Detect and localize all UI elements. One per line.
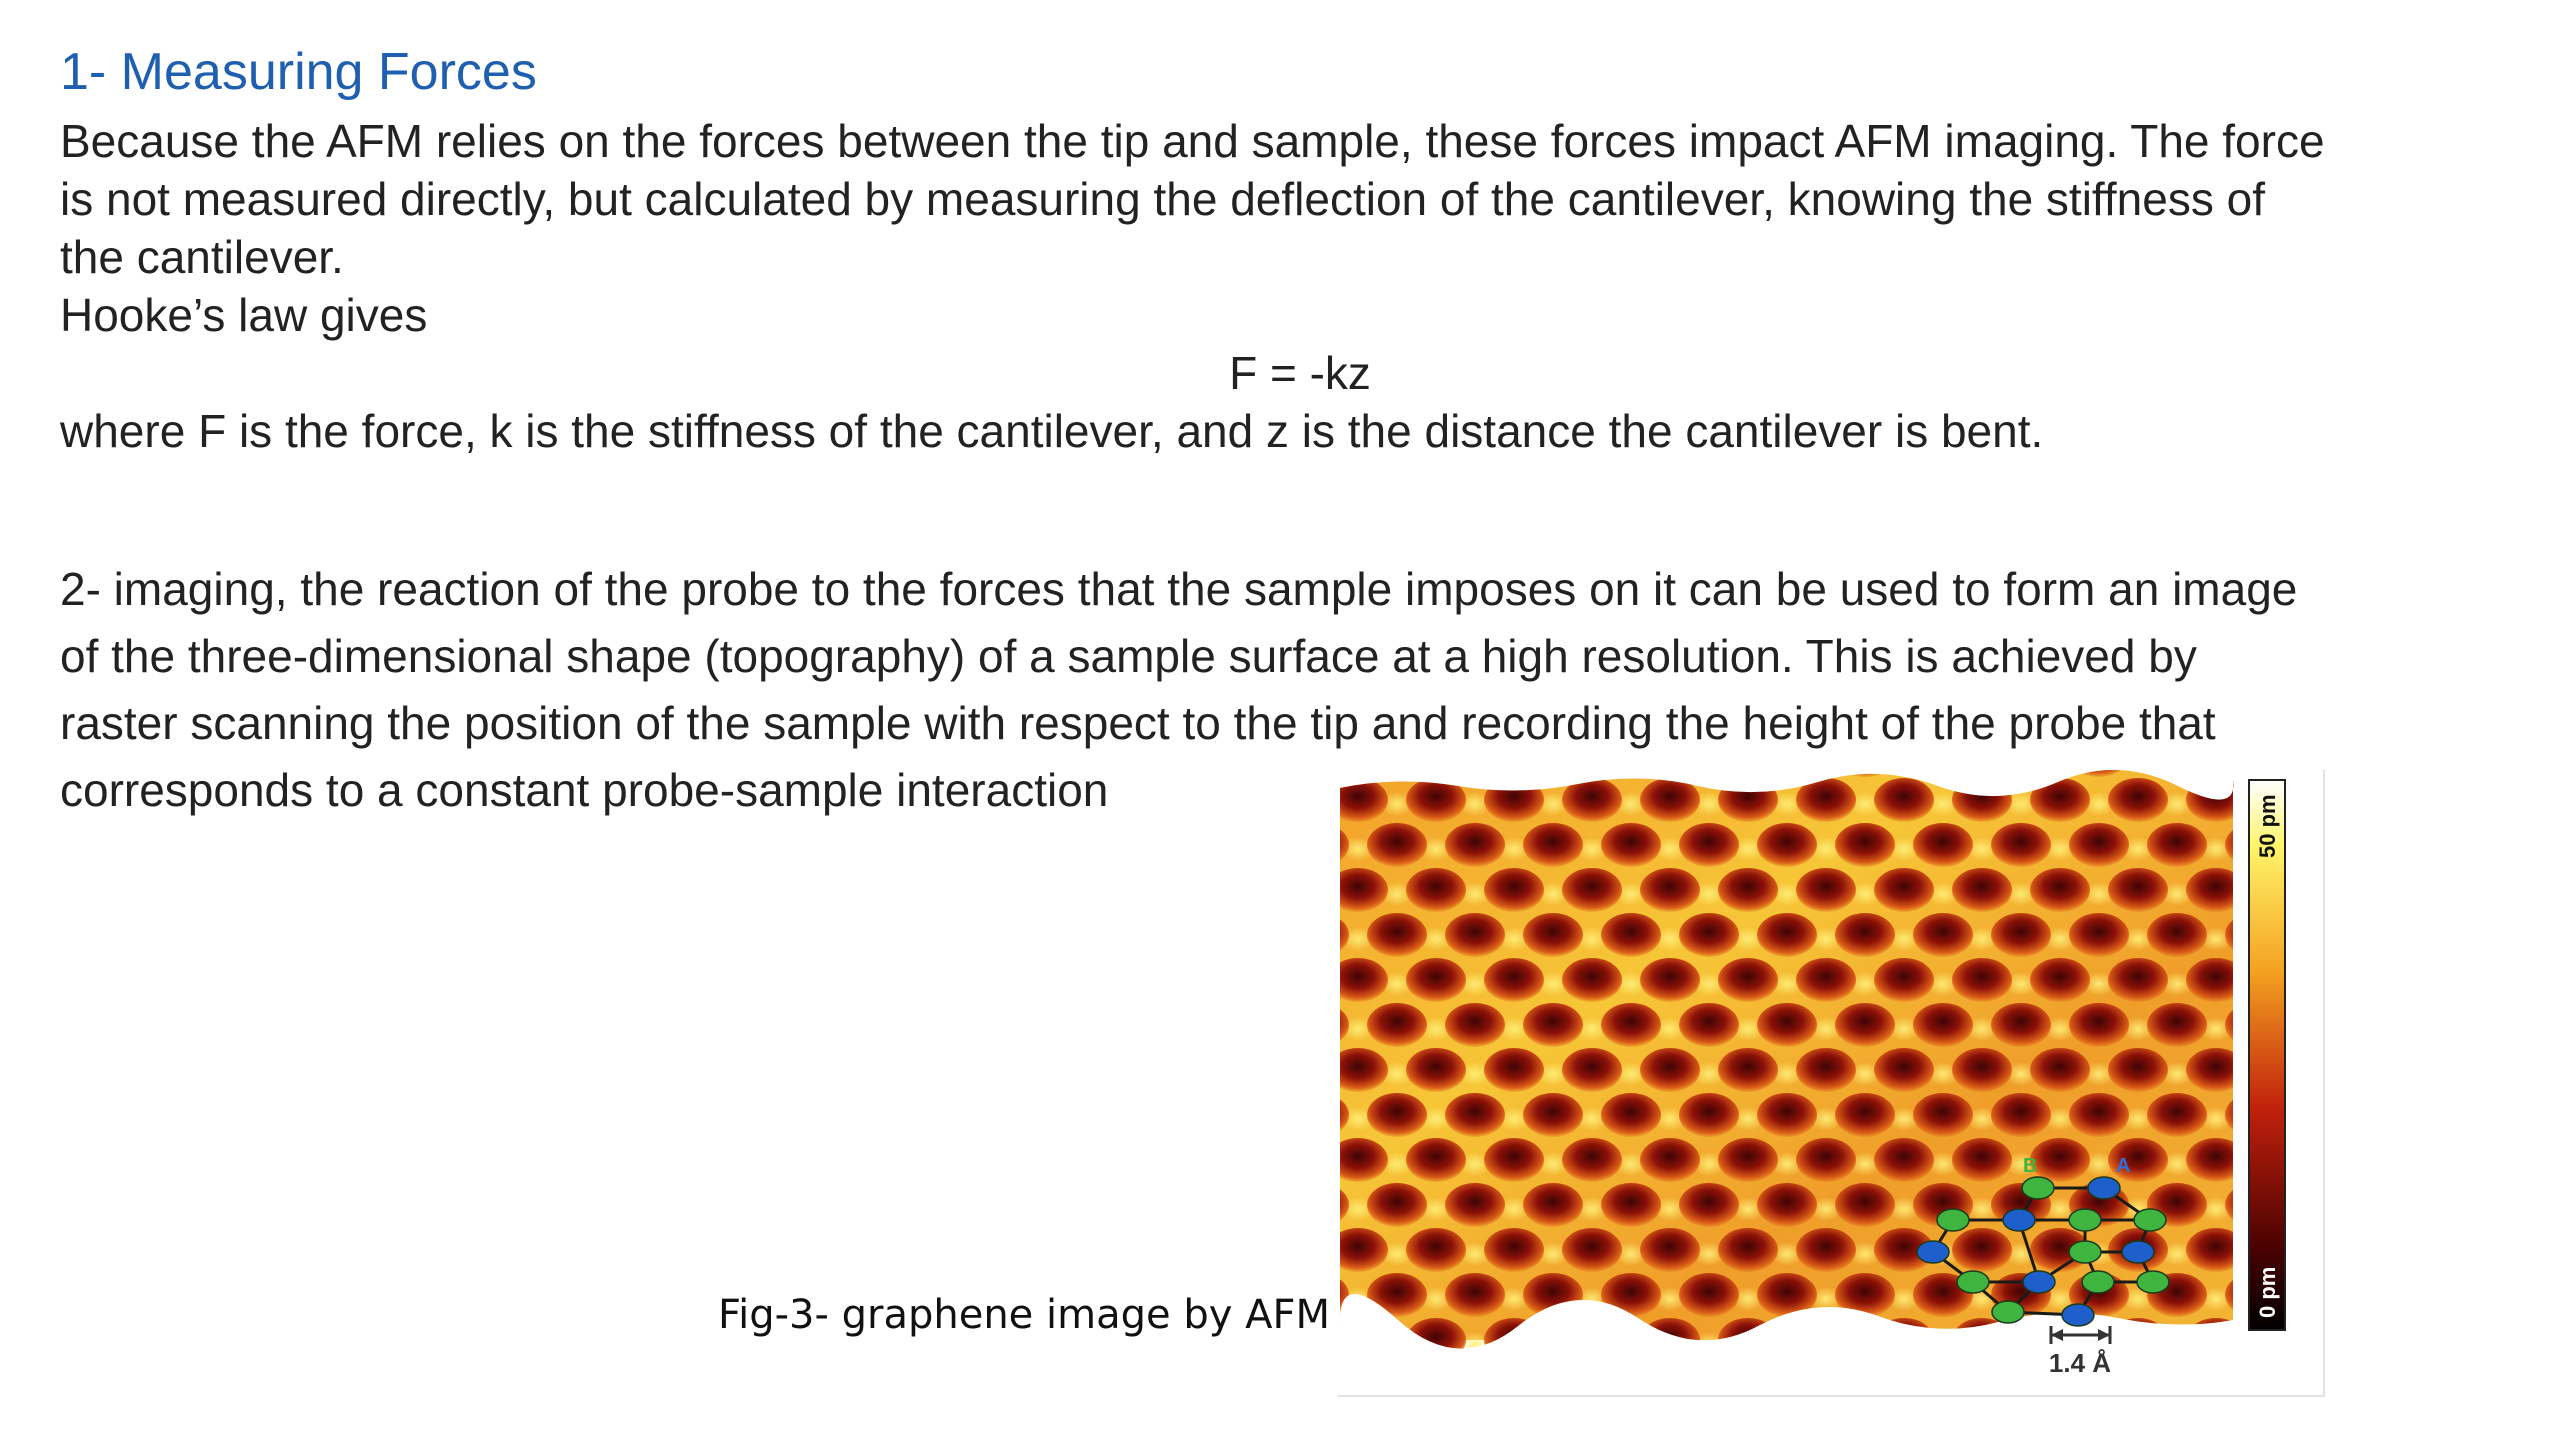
surface-pit	[1913, 1093, 1973, 1137]
surface-pit	[2186, 1138, 2246, 1182]
surface-pit	[1718, 1048, 1778, 1092]
surface-pit	[1484, 958, 1544, 1002]
surface-pit	[1640, 778, 1700, 822]
surface-pit	[2030, 868, 2090, 912]
surface-pit	[1445, 913, 1505, 957]
surface-pit	[1367, 1363, 1427, 1395]
surface-pit	[1640, 958, 1700, 1002]
lattice-atom	[2023, 1271, 2055, 1293]
surface-pit	[1913, 913, 1973, 957]
surface-pit	[1679, 1363, 1739, 1395]
surface-pit	[1679, 913, 1739, 957]
surface-bump	[2278, 770, 2310, 771]
surface-pit	[1445, 770, 1505, 777]
surface-pit	[2303, 1363, 2323, 1395]
surface-pit	[2225, 770, 2285, 777]
surface-pit	[1640, 1048, 1700, 1092]
surface-bump	[1498, 770, 1530, 771]
surface-pit	[1952, 1318, 2012, 1362]
surface-pit	[1367, 823, 1427, 867]
figure-caption: Fig-3- graphene image by AFM	[718, 1292, 1330, 1338]
surface-bump	[1927, 1332, 1959, 1356]
surface-pit	[1523, 1183, 1583, 1227]
surface-pit	[1835, 823, 1895, 867]
surface-pit	[1601, 770, 1661, 777]
surface-pit	[2147, 1363, 2207, 1395]
surface-bump	[2005, 1332, 2037, 1356]
surface-pit	[1679, 823, 1739, 867]
surface-bump	[2317, 1332, 2323, 1356]
surface-pit	[1601, 913, 1661, 957]
surface-pit	[1601, 1363, 1661, 1395]
surface-pit	[1718, 778, 1778, 822]
surface-pit	[1562, 1138, 1622, 1182]
lattice-atom	[2069, 1209, 2101, 1231]
surface-bump	[1576, 1377, 1608, 1395]
surface-pit	[1601, 1003, 1661, 1047]
surface-pit	[2303, 823, 2323, 867]
surface-bump	[1576, 770, 1608, 771]
surface-pit	[1601, 1183, 1661, 1227]
surface-pit	[1796, 1318, 1856, 1362]
surface-bump	[1537, 1332, 1569, 1356]
surface-pit	[2069, 1093, 2129, 1137]
surface-pit	[2069, 823, 2129, 867]
surface-pit	[1796, 1228, 1856, 1272]
body-line: where F is the force, k is the stiffness of the cantilever, and z is the distance the cantilever is bent.	[60, 405, 2044, 457]
surface-pit	[1679, 1003, 1739, 1047]
surface-pit	[1874, 868, 1934, 912]
surface-pit	[1484, 1048, 1544, 1092]
surface-pit	[2303, 770, 2323, 777]
surface-pit	[1913, 770, 1973, 777]
surface-pit	[1523, 823, 1583, 867]
surface-pit	[1757, 1003, 1817, 1047]
surface-pit	[1406, 1048, 1466, 1092]
surface-pit	[1952, 1138, 2012, 1182]
surface-pit	[1952, 1048, 2012, 1092]
surface-pit	[1757, 913, 1817, 957]
surface-pit	[1679, 1183, 1739, 1227]
body-line: the cantilever.	[60, 231, 344, 283]
surface-pit	[1991, 913, 2051, 957]
surface-pit	[1991, 1003, 2051, 1047]
lattice-atom	[1992, 1301, 2024, 1323]
surface-pit	[1640, 1138, 1700, 1182]
surface-pit	[1338, 1318, 1388, 1362]
surface-pit	[1718, 1228, 1778, 1272]
lattice-atom	[2069, 1241, 2101, 1263]
surface-pit	[2147, 770, 2207, 777]
surface-pit	[1952, 868, 2012, 912]
surface-bump	[1810, 770, 1842, 771]
surface-pit	[1796, 1138, 1856, 1182]
surface-pit	[1367, 770, 1427, 777]
body-line: 2- imaging, the reaction of the probe to the forces that the sample imposes on it can be used to form an image	[60, 563, 2298, 615]
surface-pit	[2108, 1318, 2168, 1362]
surface-bump	[2200, 1377, 2232, 1395]
surface-bump	[1732, 770, 1764, 771]
surface-pit	[1523, 1363, 1583, 1395]
surface-pit	[1562, 1228, 1622, 1272]
surface-bump	[2317, 792, 2323, 816]
surface-pit	[1913, 1363, 1973, 1395]
surface-pit	[1484, 778, 1544, 822]
surface-bump	[1498, 1377, 1530, 1395]
surface-pit	[1718, 868, 1778, 912]
surface-pit	[1718, 1318, 1778, 1362]
surface-pit	[1991, 1093, 2051, 1137]
surface-pit	[1338, 770, 1349, 777]
surface-pit	[1952, 1228, 2012, 1272]
body-line: corresponds to a constant probe-sample interaction	[60, 764, 1109, 816]
surface-pit	[2147, 913, 2207, 957]
surface-bump	[2317, 1062, 2323, 1086]
surface-pit	[1874, 1048, 1934, 1092]
surface-bump	[2239, 1332, 2271, 1356]
body-line: raster scanning the position of the sample with respect to the tip and recording the height of the probe that	[60, 697, 2216, 749]
scale-bar	[2049, 1326, 2111, 1378]
surface-pit	[1445, 1093, 1505, 1137]
surface-pit	[1757, 1183, 1817, 1227]
surface-pit	[2186, 958, 2246, 1002]
lattice-atom	[2137, 1271, 2169, 1293]
surface-pit	[1562, 958, 1622, 1002]
surface-pit	[1406, 868, 1466, 912]
site-label-a: A	[2116, 1155, 2131, 1177]
surface-pit	[2303, 1093, 2323, 1137]
surface-pit	[2186, 1048, 2246, 1092]
surface-pit	[1835, 1363, 1895, 1395]
surface-pit	[1679, 770, 1739, 777]
surface-pit	[1523, 1003, 1583, 1047]
afm-image	[1338, 770, 2323, 1395]
surface-pit	[1991, 770, 2051, 777]
surface-pit	[2069, 1003, 2129, 1047]
surface-pit	[1562, 868, 1622, 912]
section1-body	[60, 112, 2480, 460]
surface-pit	[1562, 1318, 1622, 1362]
surface-bump	[1381, 1332, 1413, 1356]
graphene-afm-figure	[1338, 770, 2325, 1397]
body-line: of the three-dimensional shape (topography) of a sample surface at a high resolution. This is achieved by	[60, 630, 2197, 682]
colorbar	[2249, 780, 2285, 1330]
surface-pit	[2147, 823, 2207, 867]
surface-pit	[1991, 823, 2051, 867]
surface-pit	[1406, 1318, 1466, 1362]
surface-pit	[1601, 823, 1661, 867]
surface-bump	[2044, 770, 2076, 771]
surface-pit	[1835, 1093, 1895, 1137]
surface-pit	[2108, 958, 2168, 1002]
surface-bump	[2200, 770, 2232, 771]
surface-bump	[2278, 1377, 2310, 1395]
surface-pit	[2303, 1003, 2323, 1047]
surface-pit	[2147, 1093, 2207, 1137]
surface-bump	[2317, 1152, 2323, 1176]
surface-bump	[2161, 1332, 2193, 1356]
colorbar-top-label: 50 pm	[2255, 794, 2280, 858]
surface-pit	[1718, 1138, 1778, 1182]
surface-bump	[1732, 1377, 1764, 1395]
surface-pit	[2186, 778, 2246, 822]
surface-pit	[1601, 1273, 1661, 1317]
body-line: is not measured directly, but calculated by measuring the deflection of the cantilever, knowing the stiffness of	[60, 173, 2265, 225]
surface-bump	[1810, 1377, 1842, 1395]
surface-bump	[1342, 1377, 1374, 1395]
surface-pit	[2108, 1048, 2168, 1092]
surface-pit	[2069, 913, 2129, 957]
surface-pit	[1367, 1183, 1427, 1227]
surface-pit	[1835, 1273, 1895, 1317]
surface-pit	[1679, 1273, 1739, 1317]
surface-bump	[1420, 1377, 1452, 1395]
surface-pit	[2030, 778, 2090, 822]
surface-bump	[1342, 770, 1374, 771]
surface-pit	[1952, 958, 2012, 1002]
surface-pit	[2303, 1273, 2323, 1317]
surface-pit	[1367, 1093, 1427, 1137]
surface-pit	[1640, 868, 1700, 912]
surface-pit	[1796, 868, 1856, 912]
lattice-atom	[2003, 1209, 2035, 1231]
surface-bump	[2317, 882, 2323, 906]
surface-pit	[1796, 958, 1856, 1002]
surface-pit	[1796, 1048, 1856, 1092]
surface-pit	[1796, 778, 1856, 822]
surface-bump	[2317, 972, 2323, 996]
surface-pit	[1874, 778, 1934, 822]
lattice-atom	[1917, 1241, 1949, 1263]
lattice-atom	[2062, 1304, 2094, 1326]
surface-pit	[1484, 1138, 1544, 1182]
surface-pit	[1523, 770, 1583, 777]
surface-bump	[1420, 770, 1452, 771]
surface-pit	[1445, 823, 1505, 867]
surface-pit	[1757, 770, 1817, 777]
body-line: Hooke’s law gives	[60, 289, 428, 341]
surface-pit	[2030, 1048, 2090, 1092]
surface-bump	[1771, 1332, 1803, 1356]
surface-pit	[1367, 1273, 1427, 1317]
section-heading: 1- Measuring Forces	[60, 43, 537, 101]
surface-pit	[1640, 1228, 1700, 1272]
surface-pit	[2186, 1318, 2246, 1362]
surface-pit	[1523, 913, 1583, 957]
lattice-atom	[1957, 1271, 1989, 1293]
surface-pit	[2108, 778, 2168, 822]
surface-bump	[2122, 1377, 2154, 1395]
surface-pit	[1338, 1363, 1349, 1395]
surface-pit	[2147, 1003, 2207, 1047]
surface-pit	[1445, 1363, 1505, 1395]
surface-bump	[1888, 770, 1920, 771]
surface-pit	[1679, 1093, 1739, 1137]
surface-pit	[1913, 1003, 1973, 1047]
surface-pit	[2030, 958, 2090, 1002]
hookes-law-formula: F = -kz	[1229, 347, 1371, 399]
lattice-atom	[2122, 1241, 2154, 1263]
surface-pit	[1523, 1273, 1583, 1317]
surface-pit	[1718, 958, 1778, 1002]
surface-pit	[1406, 778, 1466, 822]
surface-pit	[2186, 1228, 2246, 1272]
surface-pit	[1445, 1003, 1505, 1047]
surface-pit	[1601, 1093, 1661, 1137]
surface-bump	[1888, 1377, 1920, 1395]
surface-pit	[1484, 1318, 1544, 1362]
lattice-atom	[2022, 1177, 2054, 1199]
surface-pit	[2225, 1363, 2285, 1395]
surface-pit	[1757, 823, 1817, 867]
surface-pit	[1835, 1183, 1895, 1227]
lattice-atom	[1937, 1209, 1969, 1231]
surface-bump	[1966, 770, 1998, 771]
surface-pit	[1562, 1048, 1622, 1092]
site-label-b: B	[2023, 1155, 2038, 1177]
surface-pit	[1874, 958, 1934, 1002]
lattice-atom	[2134, 1209, 2166, 1231]
colorbar-bottom-label: 0 pm	[2255, 1266, 2280, 1318]
surface-bump	[2044, 1377, 2076, 1395]
surface-pit	[1874, 1138, 1934, 1182]
surface-bump	[1654, 1377, 1686, 1395]
surface-pit	[1757, 1093, 1817, 1137]
surface-pit	[2303, 1183, 2323, 1227]
surface-pit	[1874, 1318, 1934, 1362]
surface-bump	[1654, 770, 1686, 771]
surface-pit	[1757, 1363, 1817, 1395]
lattice-atom	[2082, 1271, 2114, 1293]
surface-bump	[2317, 1242, 2323, 1266]
surface-pit	[1406, 1228, 1466, 1272]
surface-bump	[1849, 1332, 1881, 1356]
surface-pit	[1913, 823, 1973, 867]
surface-pit	[2303, 913, 2323, 957]
surface-pit	[1484, 1228, 1544, 1272]
surface-bump	[1615, 1332, 1647, 1356]
surface-pit	[1757, 1273, 1817, 1317]
body-line: Because the AFM relies on the forces between the tip and sample, these forces impact AFM imaging. The force	[60, 115, 2325, 167]
surface-pit	[2108, 868, 2168, 912]
lattice-atom	[2088, 1177, 2120, 1199]
surface-pit	[1406, 1138, 1466, 1182]
surface-pit	[1523, 1093, 1583, 1137]
surface-pit	[1991, 1363, 2051, 1395]
surface-pit	[1367, 1003, 1427, 1047]
surface-pit	[1406, 958, 1466, 1002]
surface-pit	[1562, 778, 1622, 822]
surface-pit	[1835, 1003, 1895, 1047]
surface-pit	[1835, 913, 1895, 957]
surface-pit	[2186, 868, 2246, 912]
surface-bump	[1966, 1377, 1998, 1395]
surface-pit	[2030, 1138, 2090, 1182]
surface-pit	[1445, 1183, 1505, 1227]
surface-pit	[1952, 778, 2012, 822]
surface-pit	[1484, 868, 1544, 912]
surface-pit	[1367, 913, 1427, 957]
surface-pit	[1640, 1318, 1700, 1362]
surface-pit	[1445, 1273, 1505, 1317]
scale-label: 1.4 Å	[2048, 1348, 2112, 1378]
